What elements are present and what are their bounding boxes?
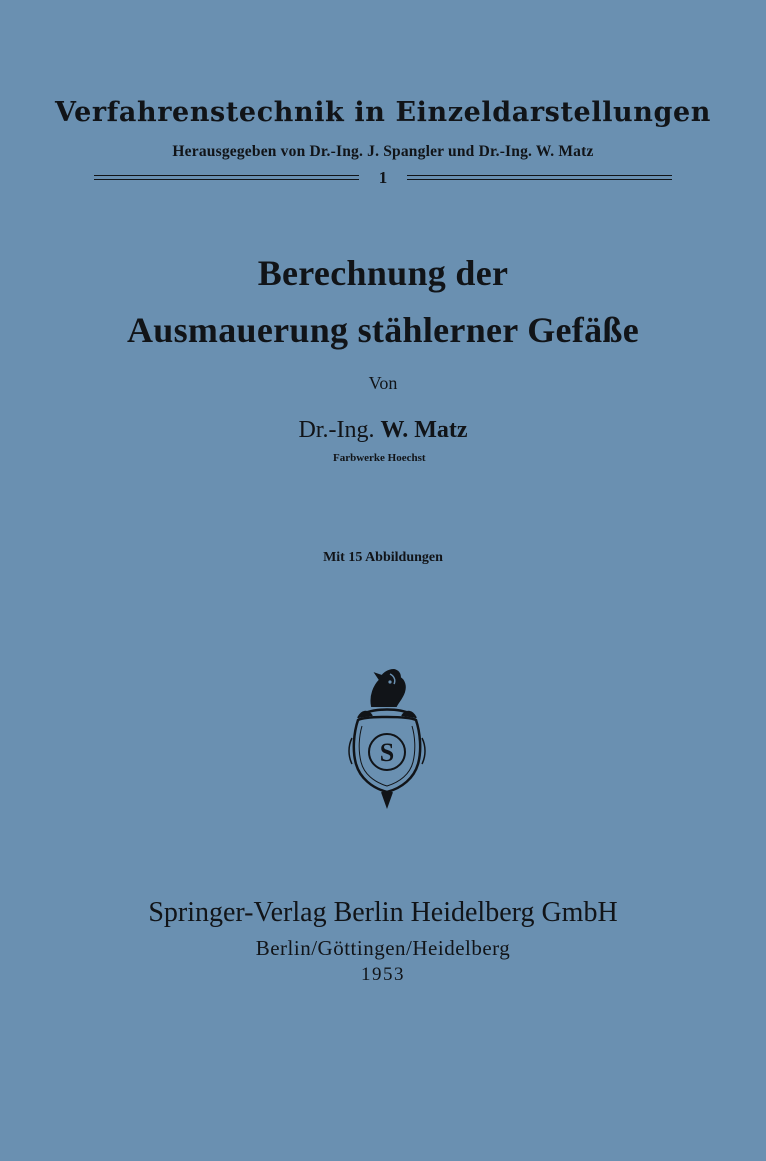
series-title: Verfahrenstechnik in Einzeldarstellungen — [55, 97, 711, 128]
emblem-monogram: S — [379, 738, 395, 767]
volume-number: 1 — [378, 168, 388, 187]
book-title-line-2: Ausmauerung stählerner Gefäße — [126, 310, 639, 350]
double-rule-right — [407, 175, 672, 180]
author-affiliation: Farbwerke Hoechst — [333, 452, 426, 464]
author-name: W. Matz — [380, 417, 468, 443]
series-editors: Herausgegeben von Dr.-Ing. J. Spangler und Dr.-Ing. W. Matz — [172, 143, 594, 160]
author-line — [0, 417, 766, 444]
publisher-name: Springer-Verlag Berlin Heidelberg GmbH — [148, 897, 618, 928]
by-label: Von — [368, 373, 398, 393]
springer-knight-emblem-icon — [344, 662, 430, 810]
series-rule — [94, 168, 672, 188]
author-prefix: Dr.-Ing. — [298, 417, 375, 443]
publisher-cities: Berlin/Göttingen/Heidelberg — [255, 936, 511, 960]
double-rule-left — [94, 175, 359, 180]
figures-note: Mit 15 Abbildungen — [323, 550, 443, 565]
book-title-line-1: Berechnung der — [257, 253, 509, 293]
publication-year: 1953 — [361, 964, 405, 985]
